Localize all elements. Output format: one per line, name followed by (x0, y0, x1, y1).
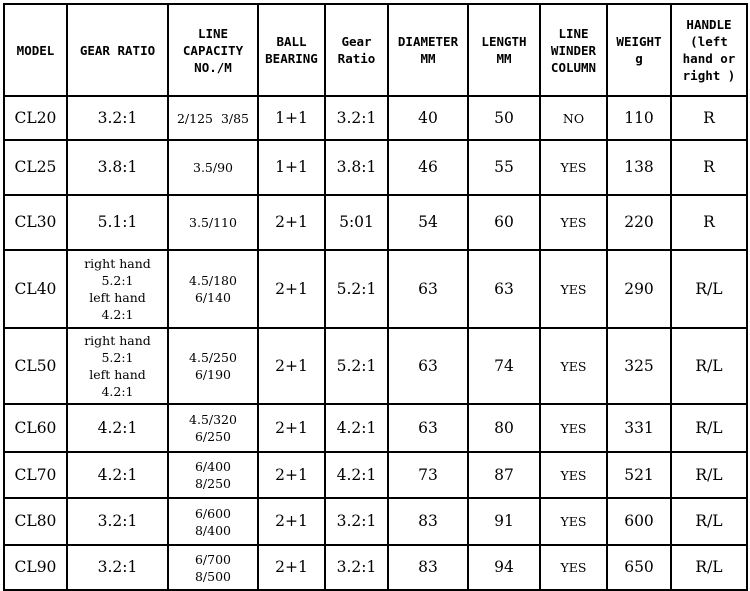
cell-model: CL60 (4, 404, 67, 452)
cell-handle: R (671, 195, 747, 250)
cell-handle: R/L (671, 545, 747, 590)
cell-ball-bearing: 2+1 (258, 404, 325, 452)
cell-ball-bearing: 1+1 (258, 96, 325, 140)
cell-gear-ratio: 5.1:1 (67, 195, 168, 250)
cell-length: 60 (468, 195, 540, 250)
cell-weight: 331 (607, 404, 671, 452)
header-model: MODEL (4, 4, 67, 96)
cell-line-winder: YES (540, 498, 607, 545)
cell-gear-ratio: 4.2:1 (67, 404, 168, 452)
header-line-winder: LINE WINDER COLUMN (540, 4, 607, 96)
cell-line-capacity: 2/125 3/85 (168, 96, 258, 140)
cell-handle: R (671, 96, 747, 140)
cell-handle: R/L (671, 452, 747, 498)
cell-line-winder: YES (540, 452, 607, 498)
cell-ball-bearing: 2+1 (258, 452, 325, 498)
cell-diameter: 54 (388, 195, 468, 250)
table-row (4, 328, 747, 404)
header-handle: HANDLE (left hand or right ) (671, 4, 747, 96)
table-row (4, 96, 747, 140)
cell-weight: 220 (607, 195, 671, 250)
cell-diameter: 63 (388, 404, 468, 452)
cell-gear-ratio: right hand 5.2:1 left hand 4.2:1 (67, 328, 168, 404)
cell-weight: 138 (607, 140, 671, 195)
header-gear-ratio: GEAR RATIO (67, 4, 168, 96)
header-weight: WEIGHT g (607, 4, 671, 96)
header-gear-ratio-2: Gear Ratio (325, 4, 388, 96)
cell-gear-ratio-2: 4.2:1 (325, 452, 388, 498)
cell-model: CL50 (4, 328, 67, 404)
cell-weight: 110 (607, 96, 671, 140)
cell-diameter: 73 (388, 452, 468, 498)
cell-gear-ratio-2: 5.2:1 (325, 328, 388, 404)
cell-line-capacity: 4.5/250 6/190 (168, 328, 258, 404)
cell-gear-ratio-2: 3.2:1 (325, 96, 388, 140)
cell-ball-bearing: 2+1 (258, 545, 325, 590)
cell-ball-bearing: 1+1 (258, 140, 325, 195)
cell-weight: 650 (607, 545, 671, 590)
cell-line-capacity: 3.5/90 (168, 140, 258, 195)
cell-diameter: 83 (388, 498, 468, 545)
cell-line-winder: NO (540, 96, 607, 140)
cell-line-capacity: 6/400 8/250 (168, 452, 258, 498)
header-length: LENGTH MM (468, 4, 540, 96)
table-row (4, 498, 747, 545)
reel-spec-table (3, 3, 748, 591)
cell-line-winder: YES (540, 195, 607, 250)
cell-length: 50 (468, 96, 540, 140)
cell-gear-ratio-2: 5.2:1 (325, 250, 388, 328)
cell-ball-bearing: 2+1 (258, 250, 325, 328)
cell-diameter: 40 (388, 96, 468, 140)
cell-ball-bearing: 2+1 (258, 498, 325, 545)
cell-length: 80 (468, 404, 540, 452)
cell-gear-ratio-2: 5:01 (325, 195, 388, 250)
cell-ball-bearing: 2+1 (258, 328, 325, 404)
cell-line-capacity: 4.5/180 6/140 (168, 250, 258, 328)
cell-handle: R/L (671, 250, 747, 328)
cell-length: 55 (468, 140, 540, 195)
cell-line-winder: YES (540, 545, 607, 590)
cell-gear-ratio-2: 3.2:1 (325, 545, 388, 590)
cell-weight: 600 (607, 498, 671, 545)
cell-model: CL30 (4, 195, 67, 250)
cell-length: 94 (468, 545, 540, 590)
header-ball-bearing: BALL BEARING (258, 4, 325, 96)
table-row (4, 250, 747, 328)
cell-model: CL90 (4, 545, 67, 590)
cell-weight: 521 (607, 452, 671, 498)
cell-handle: R (671, 140, 747, 195)
cell-model: CL25 (4, 140, 67, 195)
cell-gear-ratio-2: 3.8:1 (325, 140, 388, 195)
cell-gear-ratio: 3.2:1 (67, 96, 168, 140)
table-row (4, 195, 747, 250)
cell-diameter: 63 (388, 328, 468, 404)
cell-model: CL20 (4, 96, 67, 140)
cell-gear-ratio-2: 4.2:1 (325, 404, 388, 452)
cell-length: 91 (468, 498, 540, 545)
cell-weight: 325 (607, 328, 671, 404)
cell-handle: R/L (671, 328, 747, 404)
cell-length: 87 (468, 452, 540, 498)
cell-diameter: 83 (388, 545, 468, 590)
cell-gear-ratio: 3.2:1 (67, 545, 168, 590)
cell-line-winder: YES (540, 250, 607, 328)
cell-diameter: 63 (388, 250, 468, 328)
cell-gear-ratio: right hand 5.2:1 left hand 4.2:1 (67, 250, 168, 328)
header-diameter: DIAMETER MM (388, 4, 468, 96)
cell-handle: R/L (671, 404, 747, 452)
cell-line-capacity: 6/700 8/500 (168, 545, 258, 590)
cell-line-capacity: 6/600 8/400 (168, 498, 258, 545)
cell-weight: 290 (607, 250, 671, 328)
table-row (4, 452, 747, 498)
cell-gear-ratio: 3.8:1 (67, 140, 168, 195)
cell-model: CL80 (4, 498, 67, 545)
cell-line-capacity: 3.5/110 (168, 195, 258, 250)
cell-length: 74 (468, 328, 540, 404)
cell-ball-bearing: 2+1 (258, 195, 325, 250)
header-line-capacity: LINE CAPACITY NO./M (168, 4, 258, 96)
cell-line-winder: YES (540, 404, 607, 452)
cell-line-winder: YES (540, 328, 607, 404)
table-row (4, 545, 747, 590)
cell-handle: R/L (671, 498, 747, 545)
cell-gear-ratio: 4.2:1 (67, 452, 168, 498)
cell-diameter: 46 (388, 140, 468, 195)
cell-length: 63 (468, 250, 540, 328)
table-row (4, 404, 747, 452)
cell-gear-ratio: 3.2:1 (67, 498, 168, 545)
cell-gear-ratio-2: 3.2:1 (325, 498, 388, 545)
cell-model: CL40 (4, 250, 67, 328)
cell-model: CL70 (4, 452, 67, 498)
table-row (4, 140, 747, 195)
header-row (4, 4, 747, 96)
cell-line-capacity: 4.5/320 6/250 (168, 404, 258, 452)
cell-line-winder: YES (540, 140, 607, 195)
